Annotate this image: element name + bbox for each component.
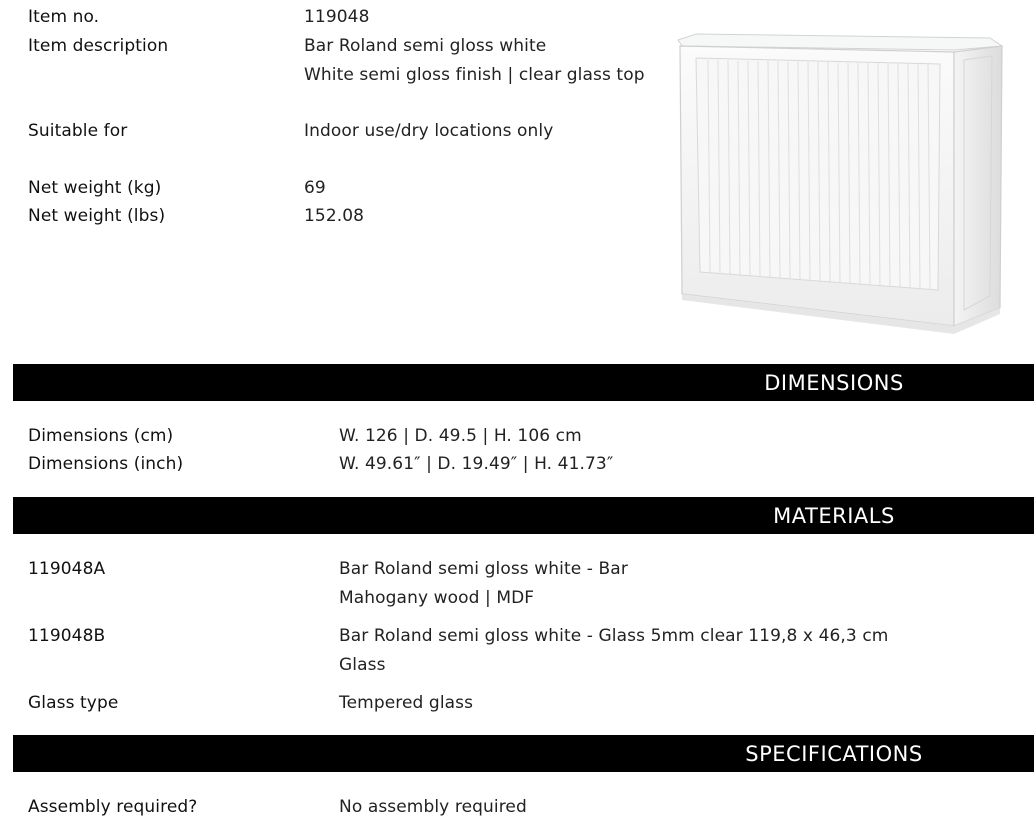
material-b-value-1: Bar Roland semi gloss white - Glass 5mm clear 119,8 x 46,3 cm [339,626,889,646]
dimensions-cm-value: W. 126 | D. 49.5 | H. 106 cm [339,426,582,446]
item-description-value-1: Bar Roland semi gloss white [304,36,547,56]
product-image [668,28,1004,340]
net-weight-kg-value: 69 [304,178,326,198]
suitable-for-value: Indoor use/dry locations only [304,121,554,141]
assembly-label: Assembly required? [28,797,198,817]
material-a-value-1: Bar Roland semi gloss white - Bar [339,559,628,579]
material-b-value-2: Glass [339,655,386,675]
item-no-value: 119048 [304,7,370,27]
net-weight-lbs-label: Net weight (lbs) [28,206,166,226]
specifications-title: SPECIFICATIONS [745,742,923,766]
materials-header [13,497,1034,534]
dimensions-inch-value: W. 49.61″ | D. 19.49″ | H. 41.73″ [339,454,614,474]
material-a-value-2: Mahogany wood | MDF [339,588,535,608]
item-description-label: Item description [28,36,169,56]
dimensions-inch-label: Dimensions (inch) [28,454,184,474]
suitable-for-label: Suitable for [28,121,128,141]
dimensions-cm-label: Dimensions (cm) [28,426,174,446]
dimensions-title: DIMENSIONS [764,371,904,395]
materials-title: MATERIALS [773,504,895,528]
item-no-label: Item no. [28,7,100,27]
glass-type-value: Tempered glass [339,693,474,713]
material-b-label: 119048B [28,626,106,646]
net-weight-kg-label: Net weight (kg) [28,178,162,198]
glass-type-label: Glass type [28,693,119,713]
net-weight-lbs-value: 152.08 [304,206,365,226]
dimensions-header [13,364,1034,401]
assembly-value: No assembly required [339,797,527,817]
specifications-header [13,735,1034,772]
material-a-label: 119048A [28,559,106,579]
item-description-value-2: White semi gloss finish | clear glass top [304,65,645,85]
